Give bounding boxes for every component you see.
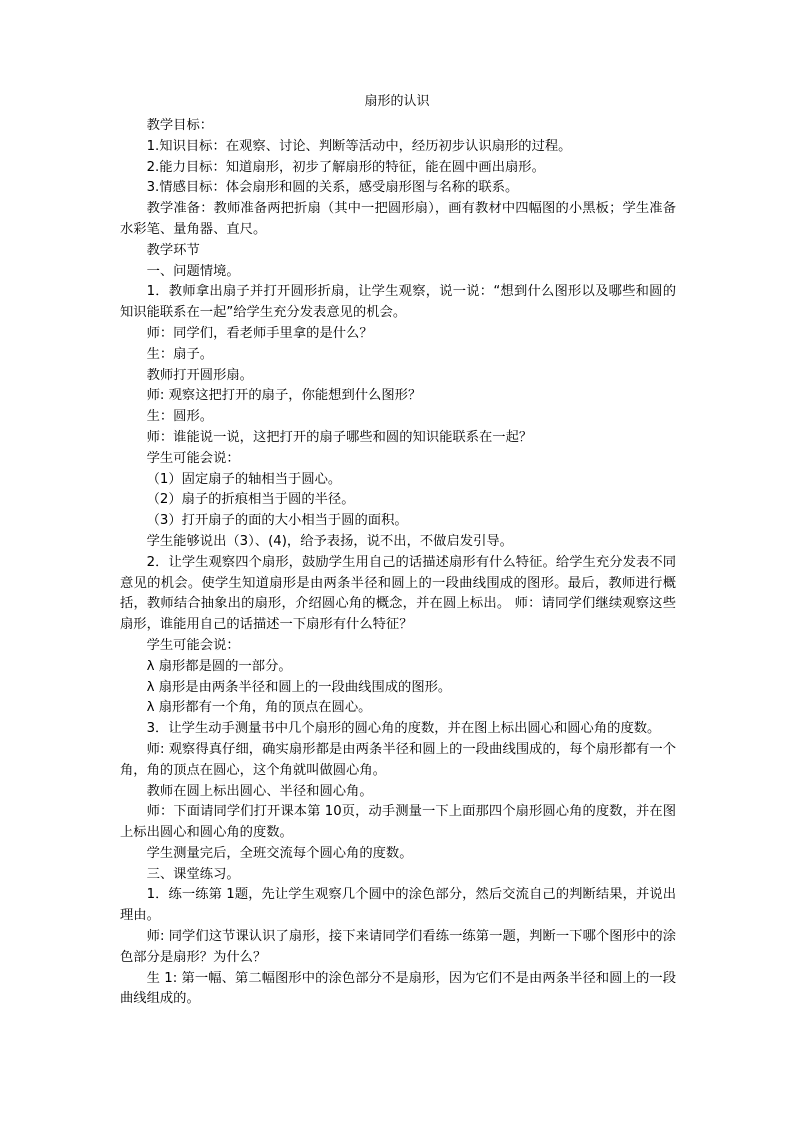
- paragraph: 1．练一练第 1题，先让学生观察几个圆中的涂色部分，然后交流自己的判断结果，并说出理由。: [120, 887, 676, 924]
- paragraph: 1．教师拿出扇子并打开圆形折扇，让学生观察，说一说：“想到什么图形以及哪些和圆的知识能联系在一起”给学生充分发表意见的机会。: [120, 284, 676, 321]
- paragraph: 师：谁能说一说，这把打开的扇子哪些和圆的知识能联系在一起？: [146, 429, 533, 445]
- paragraph: 一、问题情境。: [146, 263, 240, 279]
- paragraph: 1.知识目标：在观察、讨论、判断等活动中，经历初步认识扇形的过程。: [146, 138, 572, 154]
- paragraph: λ 扇形都是圆的一部分。: [146, 658, 292, 674]
- paragraph: 学生可能会说：: [146, 637, 240, 653]
- paragraph: 生：圆形。: [146, 409, 214, 425]
- paragraph: 3．让学生动手测量书中几个扇形的圆心角的度数，并在图上标出圆心和圆心角的度数。: [146, 721, 661, 737]
- paragraph: 学生测量完后，全班交流每个圆心角的度数。: [146, 845, 413, 861]
- paragraph: 教学目标：: [146, 118, 214, 133]
- paragraph: 教学环节: [146, 242, 200, 258]
- paragraph: λ 扇形是由两条半径和圆上的一段曲线围成的图形。: [146, 679, 452, 695]
- paragraph: 2.能力目标：知道扇形，初步了解扇形的特征，能在圆中画出扇形。: [146, 159, 545, 175]
- paragraph: 学生可能会说：: [146, 450, 240, 466]
- paragraph: （2）扇子的折痕相当于圆的半径。: [146, 492, 355, 508]
- paragraph: 3.情感目标：体会扇形和圆的关系，感受扇形图与名称的联系。: [146, 180, 519, 196]
- paragraph: 师：同学们，看老师手里拿的是什么？: [146, 325, 373, 341]
- document-body: [120, 116, 676, 1010]
- document-title: 扇形的认识: [364, 94, 430, 109]
- paragraph: 2．让学生观察四个扇形，鼓励学生用自己的话描述扇形有什么特征。给学生充分发表不同意见的机会。使学生知道扇形是由两条半径和圆上的一段曲线围成的图形。最后，教师进行概括，教师结合抽象出的扇形，介绍圆心角的概念，并在圆上标出。 师：请同学们继续观察这些扇形，谁能用自己的话描述一下扇形有什么特征？: [120, 554, 676, 633]
- paragraph: 师：下面请同学们打开课本第 10页，动手测量一下上面那四个扇形圆心角的度数，并在图上标出圆心和圆心角的度数。: [120, 804, 676, 841]
- paragraph: （3）打开扇子的面的大小相当于圆的面积。: [146, 513, 408, 529]
- paragraph: 教学准备：教师准备两把折扇（其中一把圆形扇），画有教材中四幅图的小黑板；学生准备水彩笔、量角器、直尺。: [120, 201, 676, 237]
- paragraph: 学生能够说出（3）、(4)，给予表扬，说不出，不做启发引导。: [146, 533, 513, 549]
- paragraph: （1）固定扇子的轴相当于圆心。: [146, 471, 342, 487]
- paragraph: 师: 观察得真仔细，确实扇形都是由两条半径和圆上的一段曲线围成的，每个扇形都有一个角，角的顶点在圆心，这个角就叫做圆心角。: [120, 741, 676, 778]
- paragraph: 师: 观察这把打开的扇子，你能想到什么图形？: [146, 388, 422, 404]
- paragraph: 生：扇子。: [146, 346, 214, 362]
- paragraph: 三、课堂练习。: [146, 866, 240, 882]
- paragraph: 生 1: 第一幅、第二幅图形中的涂色部分不是扇形，因为它们不是由两条半径和圆上的一段曲线组成的。: [120, 970, 676, 1007]
- paragraph: 师: 同学们这节课认识了扇形，接下来请同学们看练一练第一题，判断一下哪个图形中的涂色部分是扇形？为什么？: [120, 929, 676, 965]
- paragraph: λ 扇形都有一个角，角的顶点在圆心。: [146, 700, 372, 716]
- paragraph: 教师打开圆形扇。: [146, 367, 253, 383]
- paragraph: 教师在圆上标出圆心、半径和圆心角。: [146, 783, 373, 799]
